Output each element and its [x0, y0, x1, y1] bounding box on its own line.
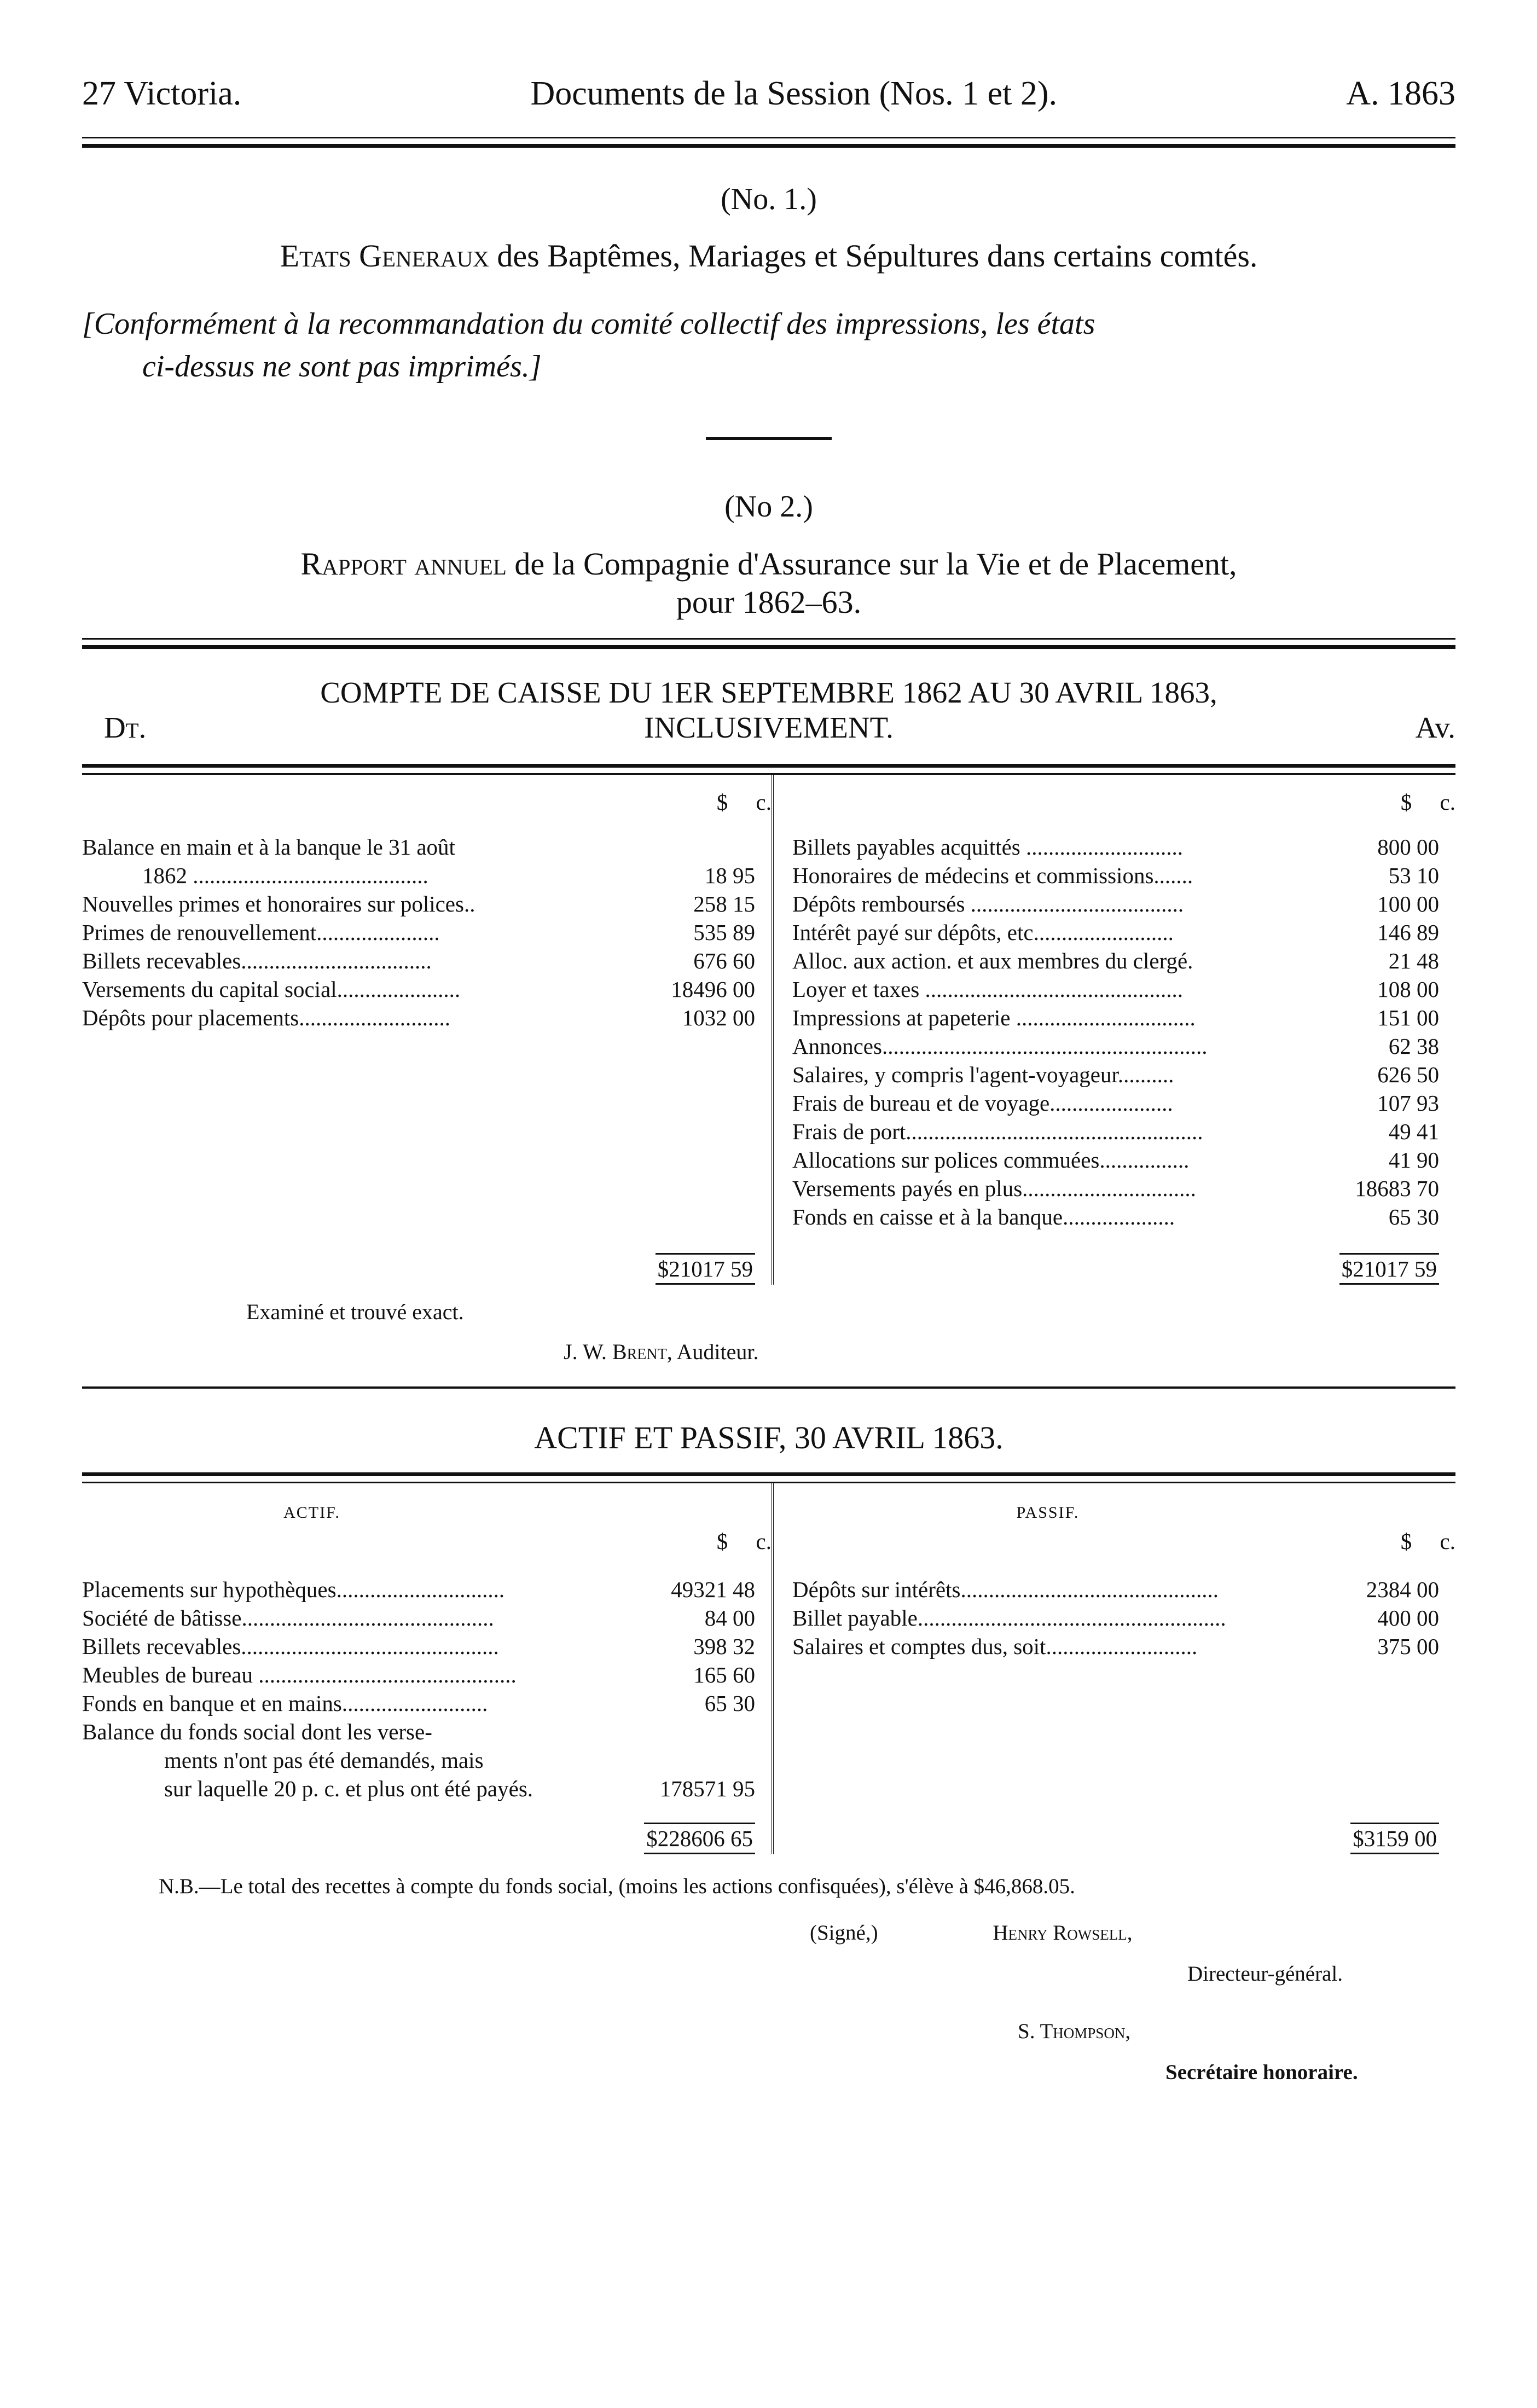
row-amount: 18 95	[704, 863, 755, 888]
section1-note-line2: ci-dessus ne sont pas imprimés.]	[142, 350, 542, 384]
row-label: Salaires, y compris l'agent-voyageur..........	[792, 1062, 1174, 1087]
row-label: Primes de renouvellement......................	[82, 920, 440, 945]
auditor-signature	[82, 1339, 1455, 1365]
row-amount: 400 00	[1377, 1605, 1439, 1631]
section1-note	[82, 303, 1455, 388]
passif-col-cents: c.	[1440, 1529, 1455, 1554]
debit-total: $21017 59	[656, 1253, 755, 1285]
row-label: Versements payés en plus...............................	[792, 1176, 1196, 1201]
row-amount: 108 00	[1377, 977, 1439, 1002]
row-label: Fonds en banque et en mains..........................	[82, 1691, 488, 1716]
passif-col-dollars: $	[1400, 1529, 1412, 1554]
row-label: Balance du fonds social dont les verse-	[82, 1719, 432, 1744]
row-label: Allocations sur polices commuées................	[792, 1147, 1190, 1173]
audit-rule	[82, 1386, 1455, 1389]
row-label: Frais de port.....................................................	[792, 1119, 1203, 1144]
debit-col-cents: c.	[756, 790, 772, 815]
section2-title-smallcaps: Rapport annuel	[300, 546, 507, 582]
row-label: Société de bâtisse.............................................	[82, 1605, 494, 1631]
compte-caisse-table	[82, 775, 1455, 1285]
table-row	[82, 890, 1455, 918]
section1-number: (No. 1.)	[721, 182, 817, 216]
row-label: Loyer et taxes ..............................................	[792, 977, 1183, 1002]
section2-number: (No 2.)	[724, 490, 813, 524]
secretary-title: Secrétaire honoraire.	[1165, 2061, 1358, 2084]
table-row	[82, 1661, 1455, 1689]
section2-title-line2: pour 1862–63.	[676, 584, 862, 620]
row-amount: 18683 70	[1355, 1176, 1439, 1201]
table-row	[82, 833, 1455, 861]
document-page	[82, 77, 1455, 2085]
row-label: Billets recevables..................................	[82, 948, 432, 973]
row-label: Impressions at papeterie ................................	[792, 1005, 1196, 1030]
section2-title-line1: de la Compagnie d'Assurance sur la Vie et de Placement,	[514, 546, 1237, 582]
section2-rule	[82, 638, 1455, 649]
page-header	[82, 77, 1455, 111]
row-amount: 62 38	[1388, 1034, 1439, 1059]
row-amount: 100 00	[1377, 891, 1439, 916]
row-label: Versements du capital social......................	[82, 977, 461, 1002]
actif-passif-column-heads	[82, 1527, 1455, 1575]
row-amount: 676 60	[693, 948, 755, 973]
row-label: Dépôts remboursés ......................................	[792, 891, 1184, 916]
row-label: ments n'ont pas été demandés, mais	[164, 1748, 484, 1773]
row-amount: 41 90	[1388, 1147, 1439, 1173]
header-rule	[82, 137, 1455, 148]
credit-col-dollars: $	[1400, 790, 1412, 815]
row-amount	[629, 1746, 773, 1774]
credit-label: Av.	[1415, 711, 1455, 744]
row-amount: 53 10	[1388, 863, 1439, 888]
table-row	[82, 1717, 1455, 1746]
section2-title	[82, 545, 1455, 622]
passif-total: $3159 00	[1350, 1823, 1439, 1854]
table-row	[82, 918, 1455, 947]
row-amount: 258 15	[693, 891, 755, 916]
auditor-title: Auditeur.	[676, 1339, 759, 1364]
compte-caisse-total-row	[82, 1231, 1455, 1285]
row-amount: 535 89	[693, 920, 755, 945]
row-label: Intérêt payé sur dépôts, etc.........................	[792, 920, 1174, 945]
table-row	[82, 1604, 1455, 1632]
row-amount: 49 41	[1388, 1119, 1439, 1144]
actif-label: ACTIF.	[283, 1504, 340, 1522]
section1-title-rest: des Baptêmes, Mariages et Sépultures dans certains comtés.	[497, 238, 1258, 274]
actif-col-dollars: $	[716, 1529, 728, 1554]
table-row	[82, 1774, 1455, 1803]
row-label: sur laquelle 20 p. c. et plus ont été payés.	[164, 1776, 533, 1801]
compte-caisse-heading-line1: COMPTE DE CAISSE DU 1ER SEPTEMBRE 1862 AU 30 AVRIL 1863,	[320, 676, 1217, 709]
table-row	[82, 861, 1455, 890]
table-row	[82, 1746, 1455, 1774]
table-row	[82, 1117, 1455, 1146]
table-row	[82, 1146, 1455, 1174]
row-amount: 65 30	[1388, 1204, 1439, 1229]
row-amount: 65 30	[704, 1691, 755, 1716]
row-label: Dépôts pour placements...........................	[82, 1005, 450, 1030]
credit-total: $21017 59	[1339, 1253, 1439, 1285]
row-label: Dépôts sur intérêts..............................................	[792, 1577, 1219, 1602]
actif-total: $228606 65	[644, 1823, 755, 1854]
nb-note: N.B.—Le total des recettes à compte du fonds social, (moins les actions confisquées), s'élève à $46,868.05.	[159, 1875, 1075, 1898]
compte-caisse-column-heads	[82, 775, 1455, 833]
row-amount: 2384 00	[1366, 1577, 1439, 1602]
row-amount: 84 00	[704, 1605, 755, 1631]
table-row	[82, 1060, 1455, 1089]
table-row	[82, 1174, 1455, 1203]
table-row	[82, 947, 1455, 975]
table-row	[82, 1203, 1455, 1231]
signe-label: (Signé,)	[810, 1921, 878, 1945]
table-row	[82, 1632, 1455, 1661]
row-amount: 398 32	[693, 1634, 755, 1659]
credit-col-cents: c.	[1440, 790, 1455, 815]
row-amount: 21 48	[1388, 948, 1439, 973]
row-label: Nouvelles primes et honoraires sur polices..	[82, 891, 475, 916]
row-label: 1862 ..........................................	[142, 863, 428, 888]
row-label: Fonds en caisse et à la banque....................	[792, 1204, 1175, 1229]
row-amount: 18496 00	[671, 977, 755, 1002]
table-row	[82, 1032, 1455, 1060]
row-amount: 1032 00	[682, 1005, 755, 1030]
examined-note: Examiné et trouvé exact.	[246, 1299, 464, 1324]
row-label: Billets payables acquittés ............................	[792, 834, 1183, 860]
row-label: Billet payable.......................................................	[792, 1605, 1226, 1631]
row-label: Honoraires de médecins et commissions.......	[792, 863, 1193, 888]
actif-passif-labels	[82, 1483, 1455, 1527]
actif-passif-heading: ACTIF ET PASSIF, 30 AVRIL 1863.	[534, 1420, 1004, 1455]
row-label: Balance en main et à la banque le 31 août	[82, 834, 455, 860]
row-amount: 146 89	[1377, 920, 1439, 945]
compte-caisse-rule	[82, 764, 1455, 775]
table-row	[82, 1575, 1455, 1604]
table-row	[82, 1003, 1455, 1032]
row-amount: 165 60	[693, 1662, 755, 1687]
header-center: Documents de la Session (Nos. 1 et 2).	[530, 75, 1058, 112]
row-label: Frais de bureau et de voyage......................	[792, 1090, 1173, 1116]
header-left: 27 Victoria.	[82, 75, 242, 112]
section-divider	[706, 437, 832, 440]
director-title: Directeur-général.	[1187, 1962, 1343, 1986]
row-amount: 151 00	[1377, 1005, 1439, 1030]
row-amount	[629, 833, 773, 861]
row-amount	[629, 1717, 773, 1746]
secretary-name: S. Thompson,	[1018, 2020, 1131, 2043]
passif-label: PASSIF.	[1016, 1504, 1080, 1522]
actif-passif-table	[82, 1483, 1455, 1854]
header-right: A. 1863	[1346, 75, 1455, 112]
actif-passif-rule	[82, 1472, 1455, 1483]
table-row	[82, 975, 1455, 1003]
row-label: Annonces..........................................................	[792, 1034, 1208, 1059]
row-amount: 178571 95	[659, 1776, 755, 1801]
row-label: Billets recevables..............................................	[82, 1634, 499, 1659]
debit-label: Dt.	[104, 711, 147, 744]
compte-caisse-heading	[82, 675, 1455, 745]
row-label: Meubles de bureau ..............................................	[82, 1662, 517, 1687]
director-name: Henry Rowsell,	[993, 1921, 1133, 1945]
row-amount: 375 00	[1377, 1634, 1439, 1659]
debit-col-dollars: $	[716, 790, 728, 815]
section1-note-line1: [Conformément à la recommandation du comité collectif des impressions, les états	[82, 307, 1095, 341]
auditor-name: J. W. Brent,	[564, 1339, 672, 1364]
row-amount: 49321 48	[671, 1577, 755, 1602]
section1-title-smallcaps: Etats Generaux	[280, 238, 489, 274]
row-amount: 626 50	[1377, 1062, 1439, 1087]
row-label: Placements sur hypothèques..............................	[82, 1577, 505, 1602]
table-row	[82, 1089, 1455, 1117]
actif-col-cents: c.	[756, 1529, 772, 1554]
section1-title	[82, 237, 1455, 274]
row-label: Salaires et comptes dus, soit...........................	[792, 1634, 1198, 1659]
row-label: Alloc. aux action. et aux membres du clergé.	[792, 948, 1193, 973]
signature-line	[82, 1920, 1455, 1945]
compte-caisse-heading-line2: INCLUSIVEMENT.	[644, 711, 894, 744]
table-row	[82, 1689, 1455, 1717]
row-amount: 107 93	[1377, 1090, 1439, 1116]
row-amount: 800 00	[1377, 834, 1439, 860]
actif-passif-total-row	[82, 1803, 1455, 1854]
